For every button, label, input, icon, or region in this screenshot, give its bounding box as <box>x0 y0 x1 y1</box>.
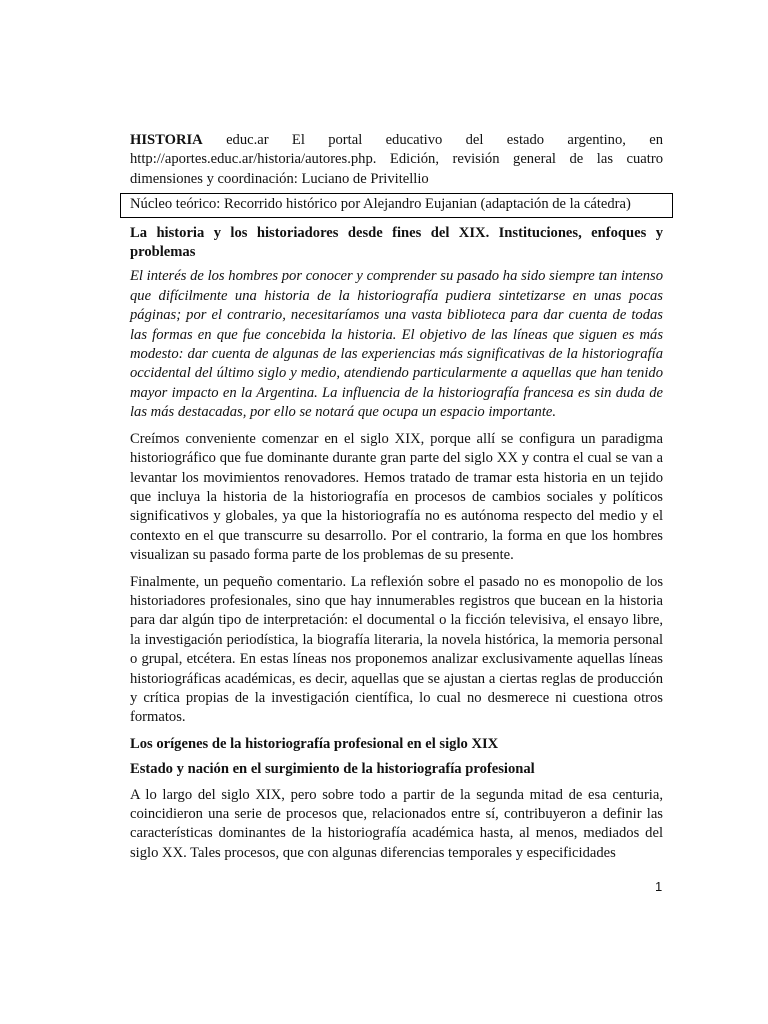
section-title: La historia y los historiadores desde fines del XIX. Instituciones, enfoques y problemas <box>130 224 663 261</box>
source-header <box>130 131 663 189</box>
boxed-note: Núcleo teórico: Recorrido histórico por Alejandro Eujanian (adaptación de la cátedra) <box>120 193 673 217</box>
subheading-state-nation: Estado y nación en el surgimiento de la historiografía profesional <box>130 761 535 778</box>
intro-paragraph: El interés de los hombres por conocer y comprender su pasado ha sido siempre tan intenso que difícilmente una historia de la historiografía pudiera sintetizarse en unas pocas páginas; por el contrario, necesitaríamos una vasta biblioteca para dar cuenta de todas las formas en que fue concebida la historia. El objetivo de las líneas que siguen es más modesto: dar cuenta de algunas de las experiencias más significativas de la historiografía occidental del último siglo y medio, atendiendo particularmente a aquellas que han tenido mayor impacto en la Argentina. La influencia de la historiografía francesa es sin duda de las más destacadas, por ello se notará que ocupa un espacio importante. <box>130 268 663 421</box>
body-paragraph: Finalmente, un pequeño comentario. La reflexión sobre el pasado no es monopolio de los historiadores profesionales, sino que hay innumerables registros que bucean en la historia para dar algún tipo de interpretación: el documental o la ficción televisiva, el ensayo libre, la investigación periodística, la biografía literaria, la novela histórica, la memoria personal o grupal, etcétera. En estas líneas nos proponemos analizar exclusivamente aquellas líneas historiográficas académicas, es decir, aquellas que se ajustan a ciertas reglas de producción y crítica propias de la investigación científica, lo cual no desmerece ni cuestiona otros formatos. <box>130 573 663 726</box>
page-content <box>130 131 663 870</box>
page-number: 1 <box>655 879 663 894</box>
header-text: educ.ar El portal educativo del estado argentino, en http://aportes.educ.ar/historia/autores.php. Edición, revisión general de las cuatro dimensiones y coordinación: Luciano de Privitellio <box>130 132 663 187</box>
body-paragraph: Creímos conveniente comenzar en el siglo XIX, porque allí se configura un paradigma historiográfico que fue dominante durante gran parte del siglo XX y contra el cual se van a levantar los movimientos renovadores. Hemos tratado de tramar esta historia en un tejido que incluya la historia de la historiografía en procesos de cambios sociales y políticos significativos y globales, ya que la historiografía no es autónoma respecto del medio y el contexto en el que transcurre su desarrollo. Por el contrario, la forma en que los hombres visualizan su pasado forma parte de los problemas de su presente. <box>130 430 663 564</box>
subheading-origins: Los orígenes de la historiografía profesional en el siglo XIX <box>130 735 499 752</box>
header-brand: HISTORIA <box>130 132 203 148</box>
body-paragraph: A lo largo del siglo XIX, pero sobre todo a partir de la segunda mitad de esa centuria, coincidieron una serie de procesos que, relacionados entre sí, contribuyeron a definir las características dominantes de la historiografía académica hasta, al menos, mediados del siglo XX. Tales procesos, que con algunas diferencias temporales y especificidades <box>130 786 663 861</box>
